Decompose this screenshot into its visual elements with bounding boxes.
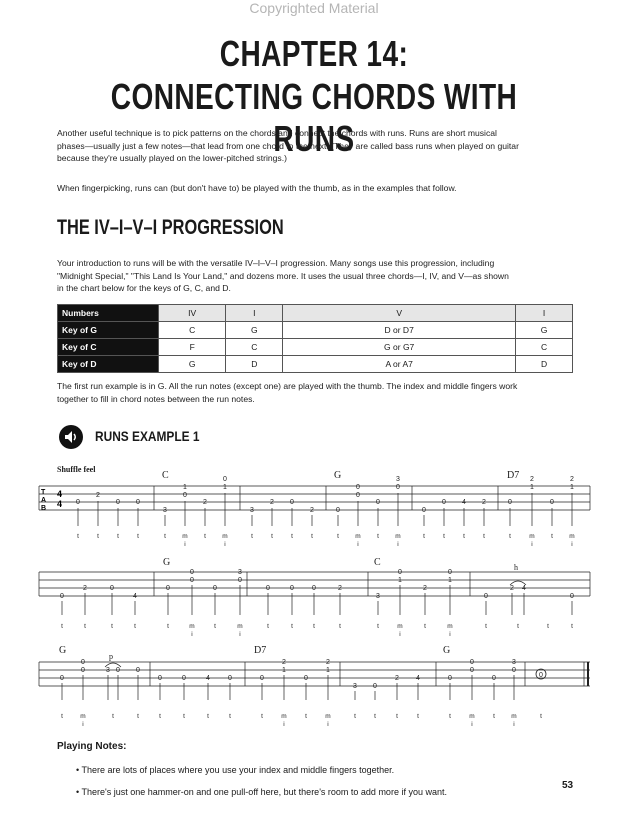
tab-letter: T [41, 489, 46, 496]
svg-text:t: t [117, 533, 119, 540]
intro-paragraph [57, 127, 577, 165]
svg-text:m: m [529, 533, 535, 540]
tab-staff-row-1 [39, 486, 590, 510]
svg-text:0: 0 [448, 675, 452, 682]
svg-text:t: t [354, 713, 356, 720]
svg-text:t: t [164, 533, 166, 540]
example-title: RUNS EXAMPLE 1 [95, 428, 200, 444]
final-whole-note [536, 669, 546, 679]
row-header: Key of D [58, 356, 159, 373]
svg-text:t: t [183, 713, 185, 720]
table-cell: D or D7 [283, 322, 516, 339]
chord-name: G [59, 645, 67, 656]
svg-text:i: i [471, 721, 473, 728]
svg-text:i: i [399, 631, 401, 638]
svg-text:0: 0 [266, 585, 270, 592]
svg-text:t: t [339, 623, 341, 630]
svg-text:t: t [377, 623, 379, 630]
chord-name: G [443, 645, 451, 656]
svg-text:4: 4 [522, 585, 526, 592]
svg-text:3: 3 [163, 507, 167, 514]
svg-text:3: 3 [376, 593, 380, 600]
svg-text:0: 0 [228, 675, 232, 682]
svg-text:t: t [443, 533, 445, 540]
svg-text:4: 4 [206, 675, 210, 682]
chapter-title: CONNECTING CHORDS WITH RUNS [110, 76, 518, 159]
tab-stems-row-3 [62, 675, 514, 700]
svg-text:t: t [261, 713, 263, 720]
svg-text:2: 2 [530, 476, 534, 483]
intro-line: because they're usually played on the lower-pitched strings.) [57, 153, 287, 163]
intro-line: phases—usually just a few notes—that lead from one chord to the next. (They are called bass runs when played on guitar [57, 140, 519, 151]
svg-text:t: t [551, 533, 553, 540]
table-cell: C [516, 339, 573, 356]
svg-text:m: m [511, 713, 517, 720]
svg-text:3: 3 [396, 476, 400, 483]
svg-text:t: t [305, 713, 307, 720]
svg-text:m: m [325, 713, 331, 720]
table-row [58, 356, 573, 373]
audio-speaker-icon[interactable] [59, 425, 83, 449]
svg-text:1: 1 [282, 667, 286, 674]
row-header: Key of C [58, 339, 159, 356]
svg-text:1: 1 [326, 667, 330, 674]
svg-text:4: 4 [416, 675, 420, 682]
svg-text:t: t [97, 533, 99, 540]
svg-text:2: 2 [482, 499, 486, 506]
playing-notes-title: Playing Notes: [57, 741, 127, 752]
svg-text:2: 2 [282, 659, 286, 666]
svg-text:0: 0 [539, 672, 543, 679]
svg-text:i: i [82, 721, 84, 728]
svg-text:i: i [449, 631, 451, 638]
svg-text:m: m [80, 713, 86, 720]
svg-text:t: t [540, 713, 542, 720]
svg-text:m: m [182, 533, 188, 540]
svg-text:3: 3 [238, 569, 242, 576]
svg-text:0: 0 [376, 499, 380, 506]
svg-text:0: 0 [260, 675, 264, 682]
chord-name: G [163, 557, 171, 568]
svg-text:0: 0 [442, 499, 446, 506]
svg-text:0: 0 [304, 675, 308, 682]
table-cell: F [159, 339, 226, 356]
table-row [58, 305, 573, 322]
svg-text:0: 0 [373, 683, 377, 690]
shuffle-feel-label: Shuffle feel [57, 465, 96, 474]
table-cell: G [159, 356, 226, 373]
svg-text:i: i [357, 541, 359, 548]
chord-name: C [374, 557, 381, 568]
svg-text:t: t [374, 713, 376, 720]
svg-text:i: i [191, 631, 193, 638]
playing-note-item: • There's just one hammer-on and one pull-off here, but there's room to add more if you want. [76, 787, 447, 797]
time-signature: 4 [57, 499, 63, 509]
svg-text:0: 0 [290, 585, 294, 592]
svg-text:t: t [493, 713, 495, 720]
svg-text:t: t [396, 713, 398, 720]
svg-text:t: t [547, 623, 549, 630]
intro-line: Another useful technique is to pick patterns on the chords and connect the chords with runs. Runs are short musical [57, 128, 497, 138]
svg-text:m: m [397, 623, 403, 630]
svg-text:0: 0 [448, 569, 452, 576]
run-explanation [57, 380, 577, 405]
svg-text:m: m [447, 623, 453, 630]
svg-text:t: t [214, 623, 216, 630]
svg-text:i: i [531, 541, 533, 548]
svg-text:1: 1 [183, 484, 187, 491]
tab-stems-row-2 [62, 585, 572, 615]
svg-text:3: 3 [353, 683, 357, 690]
chord-name: C [162, 470, 169, 481]
svg-text:1: 1 [223, 484, 227, 491]
svg-text:t: t [167, 623, 169, 630]
page-number: 53 [562, 780, 574, 791]
svg-text:0: 0 [116, 667, 120, 674]
svg-text:3: 3 [512, 659, 516, 666]
tab-fingering-row-3 [61, 713, 542, 728]
svg-text:0: 0 [136, 667, 140, 674]
svg-text:0: 0 [238, 577, 242, 584]
svg-text:m: m [237, 623, 243, 630]
svg-text:t: t [291, 623, 293, 630]
svg-text:i: i [571, 541, 573, 548]
svg-text:0: 0 [116, 499, 120, 506]
svg-text:t: t [77, 533, 79, 540]
table-cell: IV [159, 305, 226, 322]
row-header: Numbers [58, 305, 159, 322]
svg-text:t: t [485, 623, 487, 630]
table-cell: C [159, 322, 226, 339]
svg-text:0: 0 [110, 585, 114, 592]
tab-staff-row-2 [39, 572, 590, 596]
svg-text:t: t [84, 623, 86, 630]
svg-text:1: 1 [530, 484, 534, 491]
playing-note-text: There are lots of places where you use your index and middle fingers together. [81, 765, 395, 775]
tab-staff-row-3 [39, 662, 590, 686]
svg-text:0: 0 [190, 569, 194, 576]
table-cell: A or A7 [283, 356, 516, 373]
table-cell: G [516, 322, 573, 339]
svg-text:2: 2 [83, 585, 87, 592]
tab-notes-row-3 [60, 659, 516, 690]
svg-text:i: i [239, 631, 241, 638]
svg-text:t: t [517, 623, 519, 630]
svg-text:0: 0 [223, 476, 227, 483]
svg-text:2: 2 [338, 585, 342, 592]
svg-text:0: 0 [422, 507, 426, 514]
tab-clef [41, 489, 62, 512]
svg-text:1: 1 [398, 577, 402, 584]
table-row [58, 322, 573, 339]
svg-text:0: 0 [470, 659, 474, 666]
svg-text:2: 2 [270, 499, 274, 506]
svg-text:t: t [267, 623, 269, 630]
svg-text:t: t [337, 533, 339, 540]
run-line: The first run example is in G. All the run notes (except one) are played with the thumb. The index and middle fingers work [57, 381, 518, 391]
svg-text:0: 0 [356, 492, 360, 499]
fingerpicking-note: When fingerpicking, runs can (but don't have to) be played with the thumb, as in the examples that follow. [57, 183, 457, 193]
svg-text:0: 0 [166, 585, 170, 592]
time-signature: 4 [57, 489, 63, 499]
svg-text:i: i [397, 541, 399, 548]
svg-text:4: 4 [133, 593, 137, 600]
svg-text:t: t [417, 713, 419, 720]
svg-text:3: 3 [106, 667, 110, 674]
svg-text:0: 0 [136, 499, 140, 506]
svg-text:m: m [281, 713, 287, 720]
table-cell: V [283, 305, 516, 322]
svg-text:0: 0 [290, 499, 294, 506]
section-line: "Midnight Special," "This Land Is Your Land," and dozens more. It uses the usual three chords—I, IV, and V—as shown [57, 270, 509, 281]
svg-text:t: t [311, 533, 313, 540]
svg-text:0: 0 [512, 667, 516, 674]
svg-text:0: 0 [492, 675, 496, 682]
svg-text:i: i [224, 541, 226, 548]
table-row [58, 339, 573, 356]
svg-text:2: 2 [310, 507, 314, 514]
chord-name: G [334, 470, 342, 481]
svg-text:t: t [159, 713, 161, 720]
table-cell: C [226, 339, 283, 356]
svg-text:0: 0 [396, 484, 400, 491]
svg-text:1: 1 [570, 484, 574, 491]
playing-note-text: There's just one hammer-on and one pull-off here, but there's room to add more if you want. [81, 787, 447, 797]
run-line: together to fill in chord notes between the run notes. [57, 393, 255, 404]
svg-text:i: i [184, 541, 186, 548]
svg-text:m: m [569, 533, 575, 540]
svg-text:0: 0 [60, 593, 64, 600]
table-cell: I [516, 305, 573, 322]
svg-text:0: 0 [570, 593, 574, 600]
tab-fingering-row-2 [61, 623, 573, 638]
svg-text:t: t [313, 623, 315, 630]
svg-text:2: 2 [423, 585, 427, 592]
copyright-watermark: Copyrighted Material [249, 0, 379, 16]
svg-text:i: i [283, 721, 285, 728]
svg-text:2: 2 [395, 675, 399, 682]
chapter-number: CHAPTER 14: [219, 33, 409, 74]
svg-text:t: t [449, 713, 451, 720]
chord-key-table [57, 304, 573, 373]
svg-text:t: t [137, 713, 139, 720]
svg-text:0: 0 [398, 569, 402, 576]
svg-text:t: t [423, 533, 425, 540]
svg-text:t: t [229, 713, 231, 720]
tab-notes-row-2 [60, 569, 574, 600]
svg-text:t: t [377, 533, 379, 540]
section-line: Your introduction to runs will be with the versatile IV–I–V–I progression. Many songs use this progression, including [57, 258, 495, 268]
tab-letter: B [41, 505, 47, 512]
table-cell: D [516, 356, 573, 373]
svg-text:0: 0 [312, 585, 316, 592]
svg-text:t: t [509, 533, 511, 540]
svg-text:2: 2 [326, 659, 330, 666]
section-line: in the chart below for the keys of G, C, and D. [57, 283, 231, 293]
svg-text:2: 2 [203, 499, 207, 506]
svg-text:t: t [207, 713, 209, 720]
svg-text:0: 0 [508, 499, 512, 506]
svg-text:2: 2 [510, 585, 514, 592]
svg-text:t: t [137, 533, 139, 540]
svg-text:0: 0 [182, 675, 186, 682]
table-cell: G [226, 322, 283, 339]
svg-text:t: t [291, 533, 293, 540]
playing-note-item: • There are lots of places where you use your index and middle fingers together. [76, 765, 395, 775]
svg-text:t: t [424, 623, 426, 630]
hammer-on-label: h [514, 563, 518, 572]
tablature-notation [0, 460, 628, 740]
svg-text:m: m [395, 533, 401, 540]
svg-text:t: t [251, 533, 253, 540]
svg-text:m: m [355, 533, 361, 540]
svg-text:t: t [204, 533, 206, 540]
svg-text:t: t [571, 623, 573, 630]
chord-name: D7 [507, 470, 520, 481]
svg-text:0: 0 [550, 499, 554, 506]
pull-off-label: p [109, 652, 113, 661]
svg-text:i: i [327, 721, 329, 728]
svg-text:0: 0 [470, 667, 474, 674]
svg-text:0: 0 [190, 577, 194, 584]
tab-notes-row-1 [76, 476, 574, 514]
svg-text:t: t [61, 713, 63, 720]
svg-text:i: i [513, 721, 515, 728]
svg-text:0: 0 [81, 659, 85, 666]
tab-letter: A [41, 497, 47, 504]
section-paragraph [57, 257, 577, 295]
svg-text:0: 0 [336, 507, 340, 514]
svg-text:0: 0 [81, 667, 85, 674]
svg-text:0: 0 [484, 593, 488, 600]
svg-text:0: 0 [76, 499, 80, 506]
svg-text:0: 0 [213, 585, 217, 592]
svg-text:0: 0 [60, 675, 64, 682]
row-header: Key of G [58, 322, 159, 339]
table-cell: G or G7 [283, 339, 516, 356]
tab-fingering-row-1 [77, 533, 575, 548]
section-heading: THE IV–I–V–I PROGRESSION [57, 216, 284, 239]
svg-text:t: t [271, 533, 273, 540]
chord-name: D7 [254, 645, 267, 656]
svg-text:m: m [469, 713, 475, 720]
svg-text:m: m [189, 623, 195, 630]
svg-text:t: t [134, 623, 136, 630]
svg-text:0: 0 [158, 675, 162, 682]
table-cell: D [226, 356, 283, 373]
svg-text:t: t [483, 533, 485, 540]
svg-text:t: t [463, 533, 465, 540]
svg-text:2: 2 [570, 476, 574, 483]
svg-text:3: 3 [250, 507, 254, 514]
svg-text:t: t [111, 623, 113, 630]
svg-text:2: 2 [96, 492, 100, 499]
svg-text:t: t [61, 623, 63, 630]
svg-text:t: t [112, 713, 114, 720]
svg-text:m: m [222, 533, 228, 540]
svg-text:1: 1 [448, 577, 452, 584]
table-cell: I [226, 305, 283, 322]
svg-text:0: 0 [356, 484, 360, 491]
svg-text:4: 4 [462, 499, 466, 506]
svg-text:0: 0 [183, 492, 187, 499]
